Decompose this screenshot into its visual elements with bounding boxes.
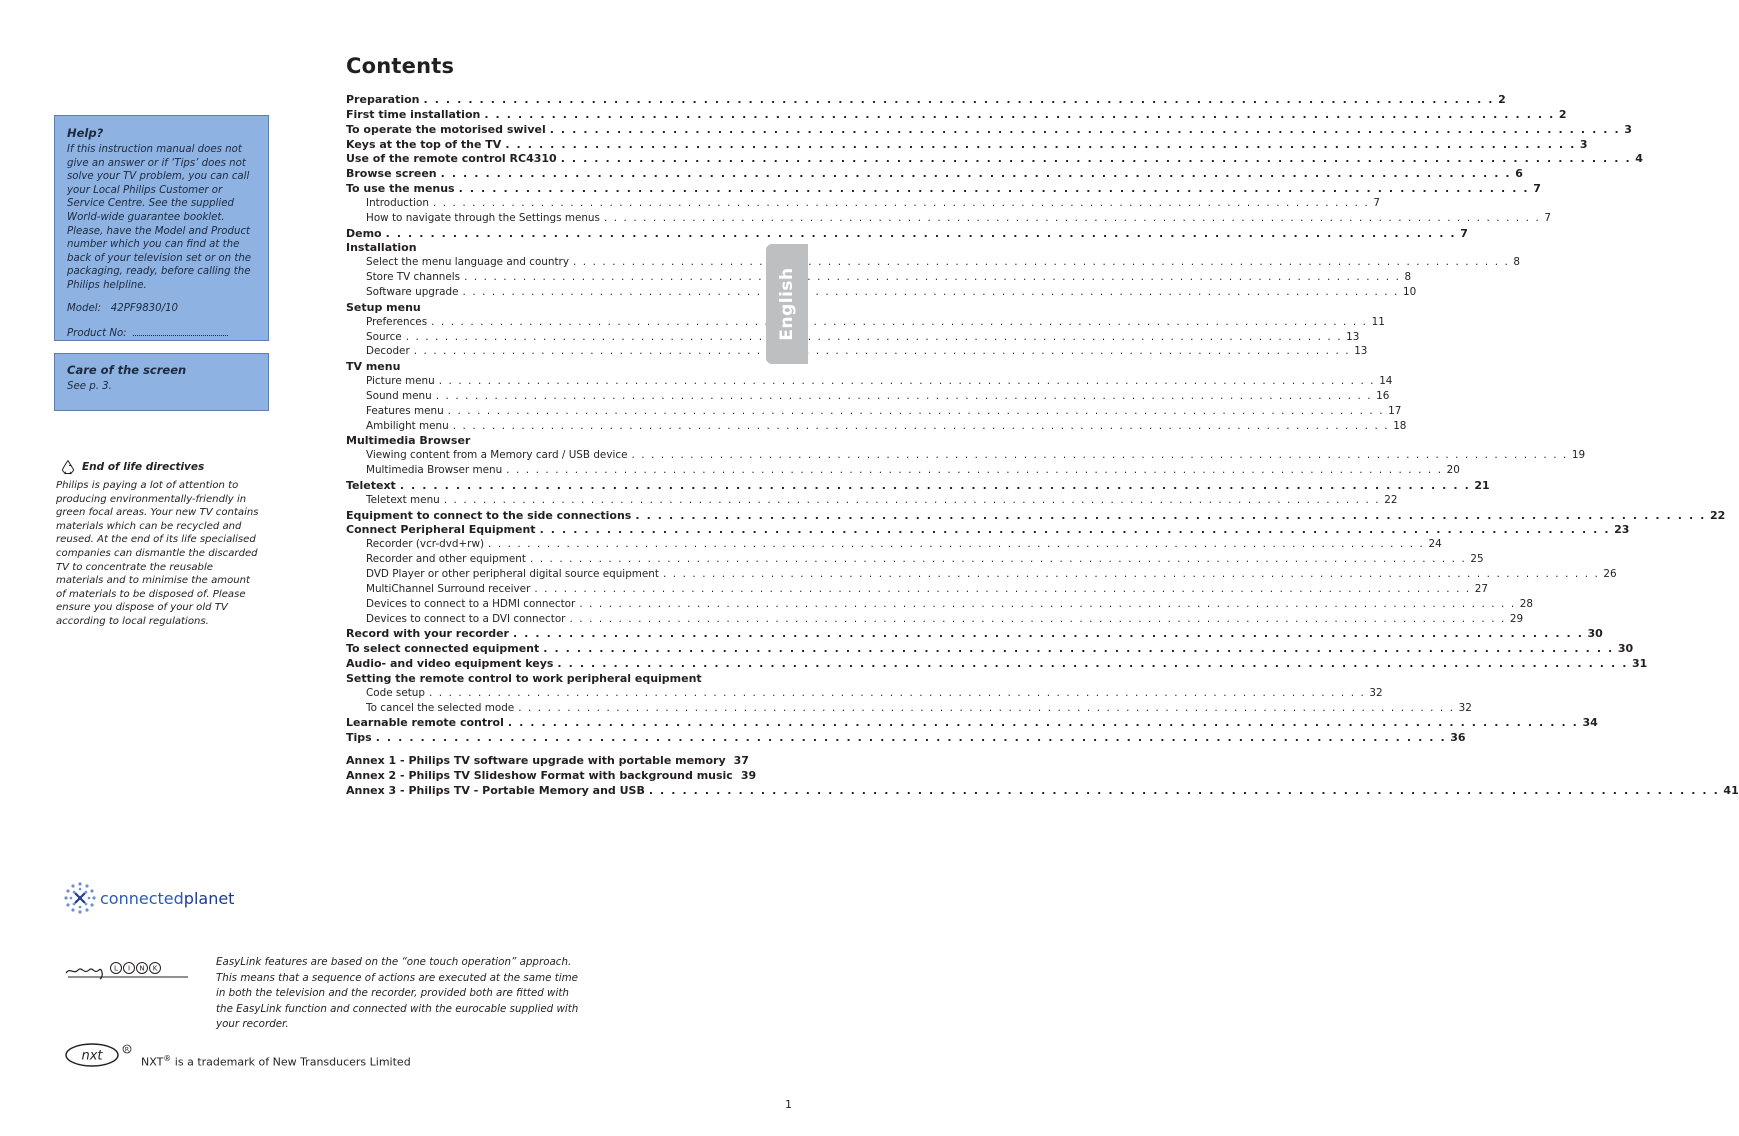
toc-entry-title: Setting the remote control to work peripheral equipment [346,671,702,685]
toc-entry-title: Teletext menu [366,493,440,506]
toc-entry [346,345,1368,360]
toc-entry-page: 6 [1515,167,1523,181]
toc-leader-dots [530,553,1466,565]
toc-entry-page: 3 [1579,137,1588,151]
toc-leader-dots [376,731,1447,744]
toc-entry-title: Tips [346,731,372,745]
connected-planet-icon [62,880,98,916]
language-tab [766,244,808,364]
toc-entry-page: 2 [1558,107,1567,121]
toc-entry-title: Software upgrade [366,285,459,298]
toc-leader-dots [573,256,1509,268]
svg-text:I: I [127,964,131,973]
toc-entry-title: Viewing content from a Memory card / USB device [366,449,628,462]
toc-entry-page: 32 [1458,701,1472,714]
toc-entry-page: 3 [1624,122,1632,136]
toc-entry [346,404,1402,420]
toc-entry [346,152,1643,167]
svg-text:N: N [139,964,145,973]
end-of-life-title: End of life directives [82,461,205,473]
toc-leader-dots [579,598,1515,610]
nxt-icon [64,1042,134,1068]
toc-entry [346,754,749,769]
connected-planet-wordmark: connectedplanet [100,888,235,908]
toc-entry [346,182,1541,197]
toc-entry [346,211,1552,227]
toc-entry-page: 20 [1446,464,1460,477]
page-number: 1 [785,1098,792,1111]
toc-leader-dots [513,627,1584,640]
toc-entry [346,783,1739,799]
toc-leader-dots [436,390,1372,402]
page-title: Contents [346,54,455,78]
toc-leader-dots [488,538,1424,550]
toc-entry [346,167,1523,182]
toc-entry-page: 30 [1587,627,1603,641]
toc-entry-page: 23 [1614,523,1630,537]
toc-leader-dots [406,331,1342,343]
toc-entry [346,523,1630,538]
help-body: If this instruction manual does not give an answer or if ‘Tips’ does not solve your TV problem, you can call your Local Philips Customer or Service Centre. See the supplied World-wide guarantee booklet. Please, have the Model and Product number which you can find at the back of your television set or on the packaging, ready, before calling the Philips helpline. [67,144,252,291]
easylink-icon [64,957,189,981]
toc-leader-dots [484,108,1555,121]
toc-entry-title: MultiChannel Surround receiver [366,582,531,595]
toc-entry-title: Keys at the top of the TV [346,137,502,151]
toc-entry-page: 24 [1428,538,1442,551]
toc-entry [346,93,1506,108]
svg-text:L: L [114,964,118,973]
toc-leader-dots [400,479,1471,492]
toc-entry-page: 18 [1393,419,1407,432]
toc-entry-title: To use the menus [346,182,455,196]
toc-entry-title: Recorder and other equipment [366,553,526,566]
toc-entry-page: 36 [1450,731,1466,745]
toc-entry [346,768,757,784]
toc-entry-page: 27 [1474,582,1489,595]
toc-entry-page: 7 [1544,211,1552,224]
toc-entry-title: Preferences [366,315,428,328]
toc-entry-title: Features menu [366,404,444,417]
toc-leader-dots [649,784,1720,797]
help-model [67,303,256,314]
toc-entry-title: To operate the motorised swivel [346,122,546,136]
toc-entry-page: 22 [1709,508,1726,522]
toc-entry-page: 28 [1519,597,1533,610]
toc-entry-page: 14 [1379,375,1393,388]
toc-leader-dots [550,123,1621,136]
toc-section-heading [346,434,729,449]
toc-entry [346,612,1524,628]
toc-entry [346,627,1603,642]
toc-entry-title: Equipment to connect to the side connections [346,508,632,522]
help-box [54,115,269,341]
toc-entry [346,330,1360,346]
toc-entry-title: Setup menu [346,300,421,314]
toc-leader-dots [635,509,1706,522]
toc-entry-title: Introduction [366,196,429,209]
toc-entry-page: 19 [1571,449,1586,462]
toc-entry-page: 16 [1376,389,1390,402]
toc-entry-page: 8 [1404,271,1412,284]
toc-leader-dots [453,420,1389,432]
toc-entry [346,389,1390,405]
toc-entry-title: Code setup [366,686,425,699]
toc-leader-dots [414,345,1350,357]
toc-entry-page: 13 [1354,345,1368,358]
toc-leader-dots [543,642,1614,655]
toc-leader-dots [557,657,1628,670]
toc-entry-page: 30 [1617,642,1634,656]
toc-entry-title: Devices to connect to a DVI connector [366,612,566,625]
toc-leader-dots [386,227,1457,240]
toc-entry [346,256,1521,271]
toc-leader-dots [518,702,1454,714]
toc-entry-page: 34 [1582,716,1598,730]
toc-entry [346,538,1442,553]
toc-entry-title: Decoder [366,345,410,358]
toc-entry [346,478,1490,494]
toc-entry-title: Store TV channels [366,271,461,284]
easylink-logo [64,957,189,985]
care-title: Care of the screen [67,363,187,377]
toc-leader-dots [505,138,1576,151]
toc-entry [346,196,1381,212]
nxt-trademark-line: NXT® is a trademark of New Transducers Limited [141,1054,411,1069]
toc-leader-dots [444,494,1380,506]
toc-entry-title: To select connected equipment [346,642,540,656]
toc-entry-title: Installation [346,241,417,255]
toc-entry-page: 7 [1533,182,1541,196]
toc-leader-dots [569,613,1505,625]
toc-leader-dots [508,716,1579,729]
toc-entry [346,449,1586,464]
toc-entry-title: Use of the remote control RC4310 [346,152,557,166]
toc-leader-dots [431,316,1367,328]
toc-entry [346,597,1533,613]
toc-entry-page: 26 [1603,568,1617,580]
toc-entry [346,731,1466,746]
toc-entry-page: 8 [1513,256,1521,269]
toc-entry [346,137,1588,153]
toc-entry-title: Annex 1 - Philips TV software upgrade with portable memory [346,754,726,768]
toc-entry [346,271,1412,286]
toc-section-heading [346,360,729,375]
easylink-description: EasyLink features are based on the “one touch operation” approach. This means that a sequence of actions are executed at the same time in both the television and the recorder, provided both are fitted with the EasyLink function and connected with the eurocable supplied with your recorder. [216,956,579,1030]
toc-entry-page: 31 [1632,657,1648,671]
toc-entry-title: Audio- and video equipment keys [346,657,554,671]
model-value: 42PF9830/10 [110,302,179,314]
toc-entry-page: 13 [1346,330,1360,343]
help-title: Help? [67,126,104,140]
toc-entry [346,464,1460,479]
toc-leader-dots [429,687,1365,699]
toc-entry-page: 21 [1474,478,1490,492]
toc-entry [346,107,1567,123]
toc-leader-dots [464,271,1400,283]
toc-entry-page: 22 [1384,493,1398,506]
toc-entry-title: Annex 2 - Philips TV Slideshow Format with background music [346,768,733,782]
toc-entry-title: Ambilight menu [366,419,449,432]
svg-text:nxt: nxt [81,1048,103,1064]
toc-entry [346,285,1417,301]
svg-text:R: R [124,1046,130,1054]
toc-entry [346,686,1383,702]
toc-entry-page: 7 [1460,226,1468,240]
toc-leader-dots [604,212,1540,224]
toc-entry [346,582,1489,598]
toc-section-heading [346,301,729,316]
toc-entry-title: Sound menu [366,389,432,402]
nxt-logo [64,1042,134,1072]
toc-entry-title: Record with your recorder [346,627,509,641]
toc-entry-title: Multimedia Browser [346,434,471,448]
toc-entry-page: 4 [1635,152,1643,166]
toc-entry [346,419,1407,435]
toc-entry [346,508,1726,524]
toc-entry-title: First time installation [346,107,481,121]
language-tab-label: English [777,267,797,341]
toc-entry-page: 29 [1509,612,1524,625]
toc-entry-title: Picture menu [366,375,435,388]
toc-entry [346,315,1385,331]
connected-planet-logo [62,880,234,916]
model-label: Model: [67,302,102,314]
toc-leader-dots [424,93,1495,106]
toc-leader-dots [631,449,1567,461]
toc-entry [346,568,1617,583]
toc-entry-title: Teletext [346,478,396,492]
toc-entry-page: 17 [1388,404,1402,417]
toc-leader-dots [663,568,1599,580]
toc-leader-dots [534,583,1470,595]
end-of-life-body: Philips is paying a lot of attention to producing environmentally-friendly in green focal areas. Your new TV contains materials which can be recycled and reused. At the end of its life specialised companies can dismantle the discarded TV to concentrate the reusable materials and to minimise the amount of materials to be disposed of. Please ensure you dispose of your old TV according to local regulations. [56,480,259,627]
toc-leader-dots [439,375,1375,387]
toc-leader-dots [540,523,1611,536]
toc-section-heading [346,672,729,687]
svg-text:K: K [152,964,158,973]
end-of-life-heading [60,459,204,475]
toc-entry-title: How to navigate through the Settings menus [366,211,600,224]
toc-entry [346,642,1634,657]
toc-entry-title: Preparation [346,93,420,106]
product-label: Product No: [67,327,127,339]
care-box [54,353,269,411]
toc-entry-page: 2 [1498,93,1506,106]
toc-entry-title: Devices to connect to a HDMI connector [366,597,576,610]
toc-entry-page: 25 [1470,553,1484,566]
toc-entry-page: 41 [1723,783,1739,797]
toc-entry-page: 7 [1373,196,1381,209]
toc-leader-dots [433,197,1369,209]
toc-entry [346,716,1598,731]
toc-leader-dots [459,182,1530,195]
toc-leader-dots [561,152,1632,165]
toc-entry-page: 10 [1402,285,1417,298]
toc-entry [346,226,1468,242]
toc-entry-title: TV menu [346,360,401,374]
toc-entry-title: Browse screen [346,167,437,181]
toc-entry-title: Annex 3 - Philips TV - Portable Memory and USB [346,783,645,797]
toc-entry-title: Learnable remote control [346,716,504,730]
toc-leader-dots [506,464,1442,476]
toc-entry-title: DVD Player or other peripheral digital source equipment [366,568,659,580]
toc-entry-title: Recorder (vcr-dvd+rw) [366,538,485,551]
toc-entry-page: 37 [733,754,749,768]
toc-entry [346,493,1398,509]
toc-entry-title: Connect Peripheral Equipment [346,523,536,537]
toc-section-heading [346,241,729,256]
help-product [67,328,256,339]
toc-entry [346,553,1484,568]
toc-leader-dots [448,405,1384,417]
toc-entry [346,375,1393,390]
toc-entry-page: 11 [1371,315,1385,328]
toc-entry-title: Multimedia Browser menu [366,464,503,477]
toc-entry-page: 32 [1369,686,1383,699]
toc-entry-title: Source [366,330,402,343]
toc-entry [346,122,1632,138]
care-body: See p. 3. [67,381,112,392]
toc-entry [346,701,1472,717]
toc-entry-title: Demo [346,226,382,240]
product-number-line [133,335,228,336]
toc-entry [346,657,1648,672]
toc-entry-page: 39 [740,768,757,782]
recycle-icon [60,459,76,475]
toc-entry-title: To cancel the selected mode [366,701,515,714]
toc-leader-dots [463,286,1399,298]
toc-leader-dots [441,167,1512,180]
toc-entry-title: Select the menu language and country [366,256,569,269]
